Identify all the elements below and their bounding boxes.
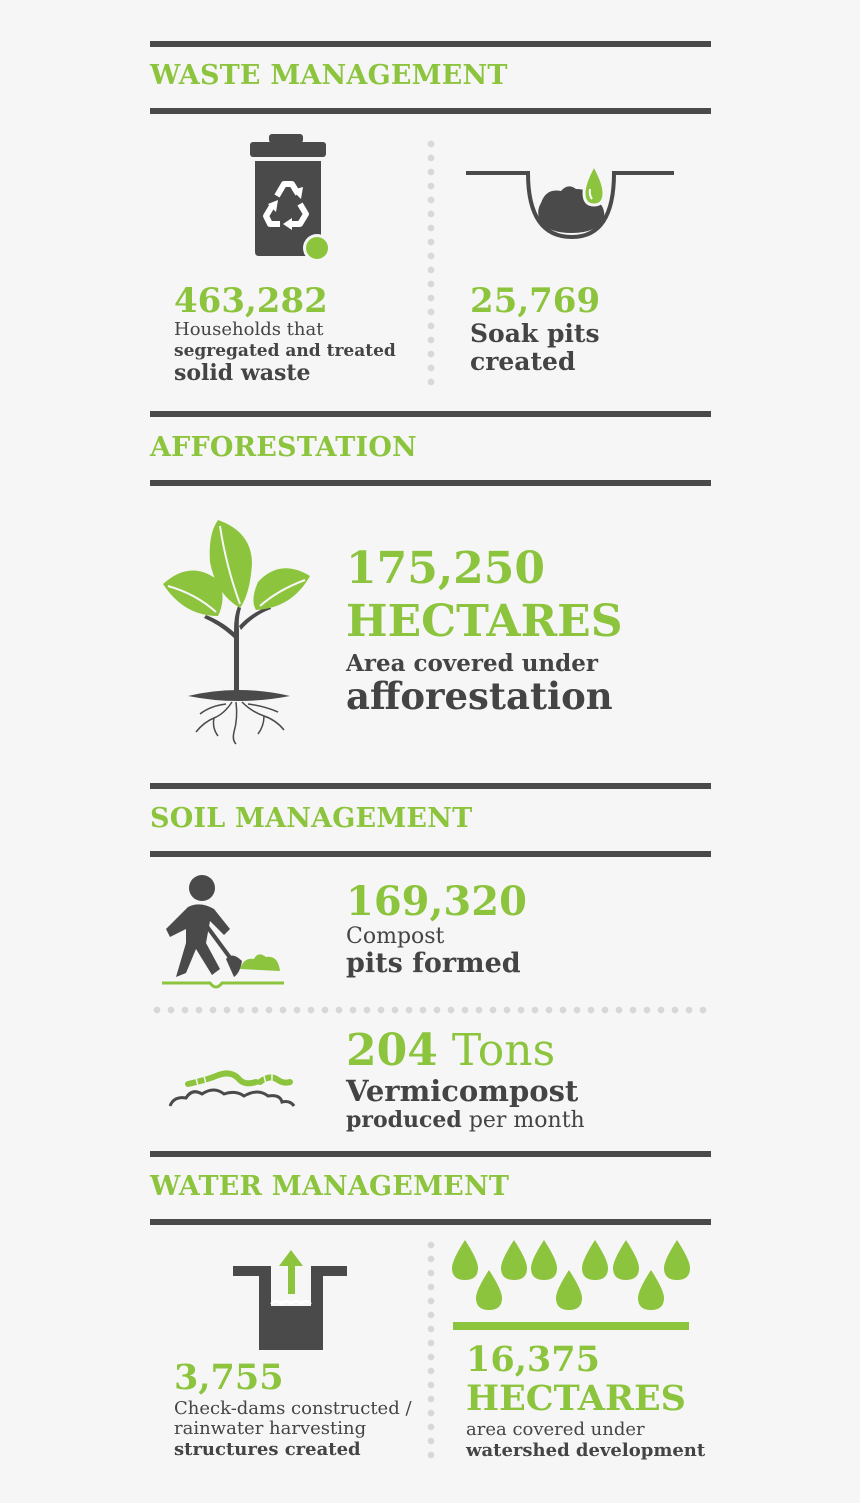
check-dams-label-2: rainwater harvesting [174,1418,367,1440]
compost-label-1: Compost [346,923,445,949]
divider-water-top [150,1151,711,1157]
households-value: 463,282 [174,281,328,321]
compost-value: 169,320 [346,878,527,925]
check-dams-label-1: Check-dams constructed / [174,1398,412,1420]
afforestation-unit: HECTARES [346,596,623,648]
soak-pits-stat [470,282,600,376]
vermicompost-unit: Tons [451,1025,556,1076]
divider-afforestation-top [150,411,711,417]
section-title-soil: SOIL MANAGEMENT [150,803,473,834]
compost-stat [346,880,527,980]
digging-person-icon [160,873,286,991]
households-label-1: Households that [174,319,324,341]
vermicompost-label-2-regular: per month [468,1107,585,1133]
watershed-label-1: area covered under [466,1419,645,1441]
afforestation-label-2: afforestation [346,674,613,719]
households-stat [174,282,396,386]
soak-pits-label-2: created [470,347,576,377]
divider-waste [150,108,711,114]
compost-label-2: pits formed [346,948,521,980]
afforestation-label-1: Area covered under [346,649,598,677]
households-label-2: segregated and treated [174,341,396,362]
watershed-stat [466,1340,705,1461]
vermicompost-value: 204 [346,1025,438,1076]
divider-afforestation [150,480,711,486]
vermicompost-label-2-bold: produced [346,1106,462,1133]
section-title-afforestation: AFFORESTATION [150,432,417,463]
check-dams-value: 3,755 [174,1357,284,1398]
dotted-separator-soil [150,1006,712,1014]
vermicompost-label-1: Vermicompost [346,1074,579,1109]
dotted-separator-waste [427,137,435,387]
sapling-icon [160,518,316,746]
divider-top [150,41,711,47]
watershed-label-2: watershed development [466,1439,706,1461]
watershed-value: 16,375 [466,1339,600,1380]
divider-water [150,1219,711,1225]
dotted-separator-water [427,1238,435,1464]
vermicompost-stat [346,1026,585,1133]
vermicompost-value-row [346,1026,585,1075]
soak-pits-value: 25,769 [470,281,601,321]
earthworm-icon [166,1066,296,1110]
water-drops-icon [450,1240,692,1334]
check-dams-stat [174,1358,412,1460]
afforestation-stat [346,544,622,718]
divider-soil-top [150,783,711,789]
watershed-unit: HECTARES [466,1378,686,1420]
soak-pits-label-1: Soak pits [470,319,600,349]
check-dams-label-3: structures created [174,1438,361,1460]
section-title-waste: WASTE MANAGEMENT [150,60,508,91]
vermicompost-label-2 [346,1108,585,1134]
divider-soil [150,851,711,857]
soak-pit-icon [466,163,676,243]
section-title-water: WATER MANAGEMENT [150,1171,510,1202]
check-dam-icon [233,1248,349,1352]
afforestation-value: 175,250 [346,543,546,594]
recycle-bin-icon [248,134,330,262]
households-label-3: solid waste [174,360,311,387]
